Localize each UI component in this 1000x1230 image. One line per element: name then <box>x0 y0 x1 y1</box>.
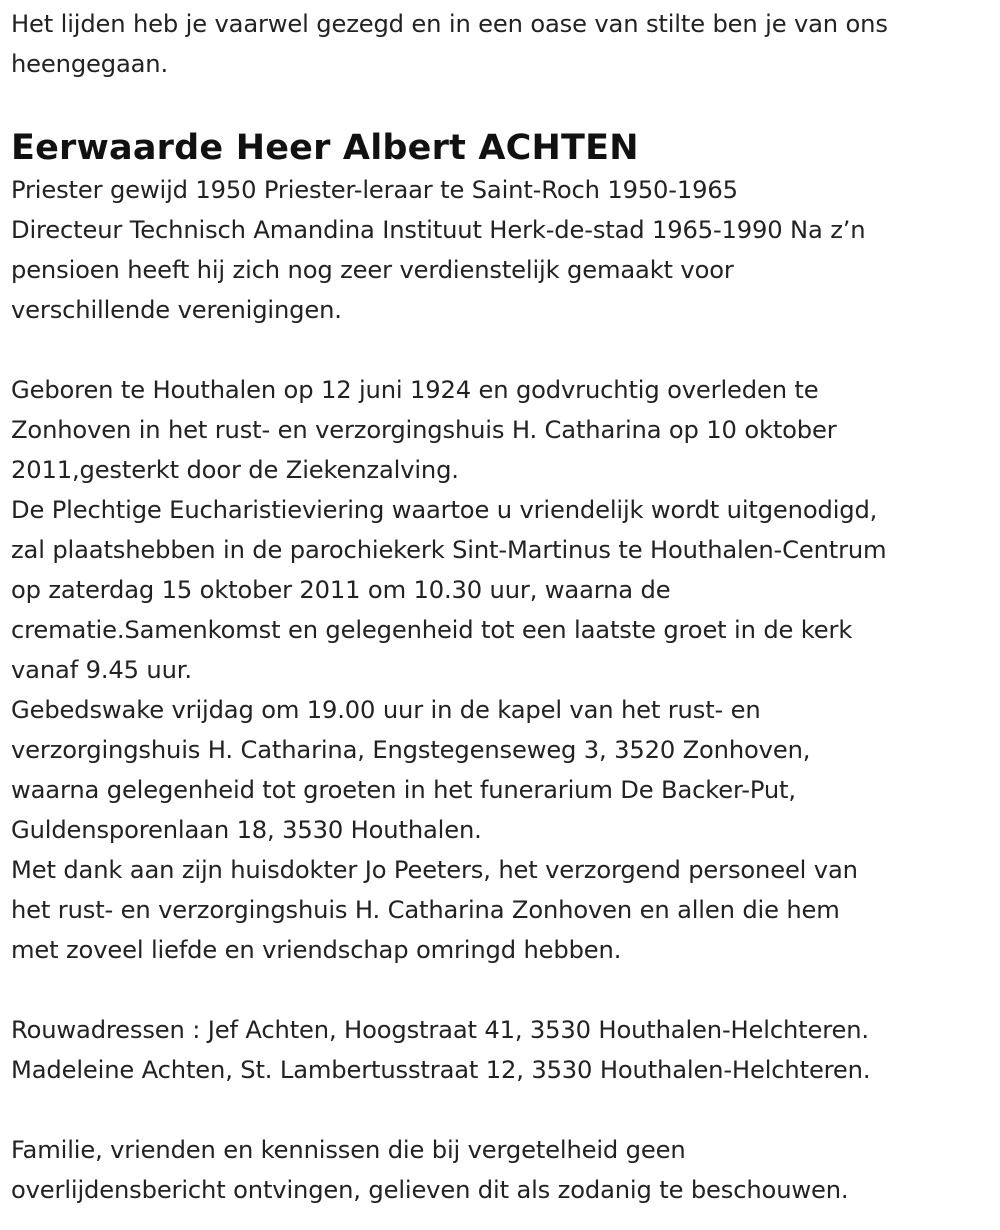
obituary-page <box>11 4 993 1210</box>
details-line: het rust- en verzorgingshuis H. Catharina Zonhoven en allen die hem <box>11 896 840 924</box>
career-line: verschillende verenigingen. <box>11 296 342 324</box>
details-line: met zoveel liefde en vriendschap omringd hebben. <box>11 936 622 964</box>
closing-line: Familie, vrienden en kennissen die bij vergetelheid geen <box>11 1136 686 1164</box>
details-line: vanaf 9.45 uur. <box>11 656 192 684</box>
details-line: zal plaatshebben in de parochiekerk Sint-Martinus te Houthalen-Centrum <box>11 536 887 564</box>
details-line: crematie.Samenkomst en gelegenheid tot een laatste groet in de kerk <box>11 616 853 644</box>
mourning-addresses <box>11 1010 993 1090</box>
career-line: Priester gewijd 1950 Priester-leraar te Saint-Roch 1950-1965 <box>11 176 738 204</box>
career-paragraph <box>11 170 993 330</box>
details-line: verzorgingshuis H. Catharina, Engstegenseweg 3, 3520 Zonhoven, <box>11 736 811 764</box>
address-line: Madeleine Achten, St. Lambertusstraat 12, 3530 Houthalen-Helchteren. <box>11 1056 871 1084</box>
details-line: waarna gelegenheid tot groeten in het funerarium De Backer-Put, <box>11 776 796 804</box>
closing-note <box>11 1130 993 1210</box>
career-line: pensioen heeft hij zich nog zeer verdienstelijk gemaakt voor <box>11 256 734 284</box>
intro-verse <box>11 4 993 84</box>
details-line: Guldensporenlaan 18, 3530 Houthalen. <box>11 816 482 844</box>
details-line: op zaterdag 15 oktober 2011 om 10.30 uur, waarna de <box>11 576 671 604</box>
intro-line: Het lijden heb je vaarwel gezegd en in een oase van stilte ben je van ons <box>11 10 888 38</box>
details-line: De Plechtige Eucharistieviering waartoe u vriendelijk wordt uitgenodigd, <box>11 496 878 524</box>
deceased-name-title: Eerwaarde Heer Albert ACHTEN <box>11 128 639 168</box>
details-line: 2011,gesterkt door de Ziekenzalving. <box>11 456 459 484</box>
paragraph-spacer <box>11 330 993 370</box>
details-line: Zonhoven in het rust- en verzorgingshuis H. Catharina op 10 oktober <box>11 416 837 444</box>
closing-line: overlijdensbericht ontvingen, gelieven dit als zodanig te beschouwen. <box>11 1176 849 1204</box>
details-paragraph <box>11 370 993 970</box>
details-line: Met dank aan zijn huisdokter Jo Peeters, het verzorgend personeel van <box>11 856 858 884</box>
paragraph-spacer <box>11 1090 993 1130</box>
details-line: Gebedswake vrijdag om 19.00 uur in de kapel van het rust- en <box>11 696 761 724</box>
career-line: Directeur Technisch Amandina Instituut Herk-de-stad 1965-1990 Na z’n <box>11 216 866 244</box>
intro-line: heengegaan. <box>11 50 169 78</box>
paragraph-spacer <box>11 970 993 1010</box>
address-line: Rouwadressen : Jef Achten, Hoogstraat 41, 3530 Houthalen-Helchteren. <box>11 1016 869 1044</box>
details-line: Geboren te Houthalen op 12 juni 1924 en godvruchtig overleden te <box>11 376 819 404</box>
